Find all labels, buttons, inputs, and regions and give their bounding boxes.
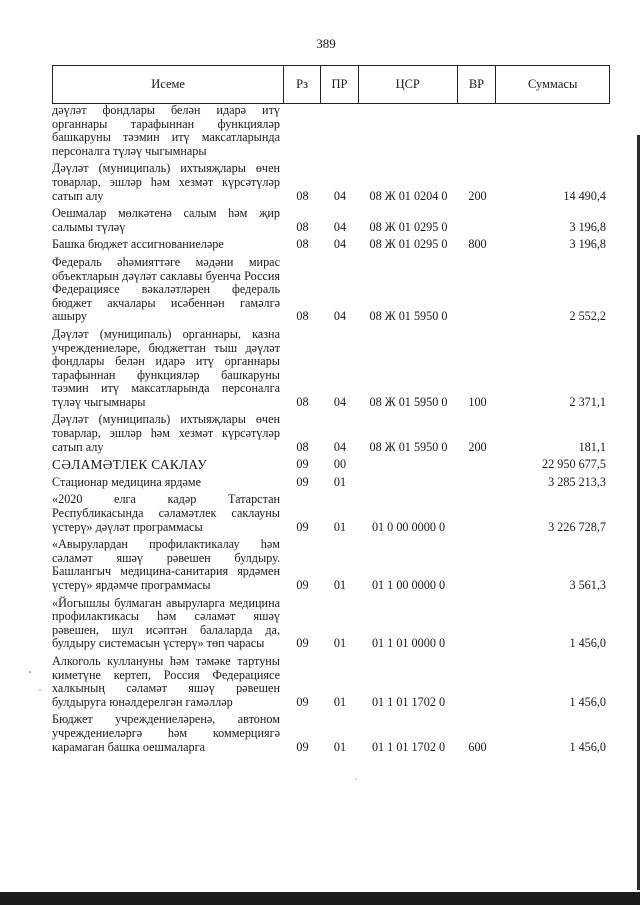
cell-csr: 01 1 01 1702 0 [371, 739, 446, 754]
header-csr: ЦСР [359, 66, 458, 103]
cell-rz: 08 [296, 188, 309, 203]
cell-name: Бюджет учреждениеләренә, автоном учреждениеләргә һәм коммерциягә карамаган башка оешмаларга [52, 712, 280, 754]
cell-csr: 08 Ж 01 0295 0 [369, 219, 448, 234]
cell-sum: 1 456,0 [569, 636, 606, 651]
cell-pr: 01 [333, 694, 347, 709]
cell-csr: 08 Ж 01 5950 0 [369, 394, 448, 409]
cell-name: Дәүләт (муниципаль) органнары, казна учреждениеләре, бюджеттан тыш дәүләт фондлары белән идарә итү органнары тарафыннан функцияләр башкаруны тәэмин итү максатларында персоналга түләү чыгымнары [52, 326, 280, 409]
page-number: 389 [316, 36, 336, 51]
cell-pr: 04 [333, 309, 347, 324]
cell-csr: 08 Ж 01 5950 0 [369, 439, 448, 454]
cell-csr: 08 Ж 01 0295 0 [369, 237, 448, 252]
cell-pr: 04 [333, 237, 347, 252]
cell-rz: 09 [296, 739, 309, 754]
cell-name: «Авырулардан профилактикалау һәм сәламәт яшәү рәвешен булдыру. Башлангыч медицина-санитария ярдәмен үстерү» ярдәмче программасы [52, 537, 280, 592]
cell-name: «2020 елга кадәр Татарстан Республикасында сәламәтлек саклауны үстерү» дәүләт программасы [52, 492, 280, 534]
cell-name: Дәүләт (муниципаль) ихтыяҗлары өчен товарлар, эшләр һәм хезмәт күрсәтүләр сатып алу [52, 161, 280, 203]
cell-rz: 09 [296, 519, 309, 534]
header-pr: ПР [321, 66, 359, 103]
cell-rz: 09 [296, 694, 309, 709]
cell-vr: 200 [468, 188, 487, 203]
cell-sum: 3 196,8 [569, 219, 606, 234]
cell-sum: 1 456,0 [569, 739, 606, 754]
cell-sum: 1 456,0 [569, 694, 606, 709]
cell-vr: 800 [468, 237, 487, 252]
cell-rz: 08 [296, 394, 309, 409]
cell-csr: 01 1 01 0000 0 [371, 636, 446, 651]
cell-pr: 01 [333, 578, 347, 592]
header-sum: Суммасы [528, 77, 578, 91]
cell-name: Башка бюджет ассигнованиеләре [52, 237, 224, 252]
cell-name: Федераль әһәмияттәге мәдәни мирас объектларын дәүләт саклавы буенча Россия Федерациясе вәкаләтләрен федераль бюджет акчалары исәбеннән гамәлгә ашыру [52, 254, 280, 324]
cell-pr: 01 [333, 474, 347, 489]
cell-name: Дәүләт (муниципаль) ихтыяҗлары өчен товарлар, эшләр һәм хезмәт күрсәтүләр сатып алу [52, 412, 280, 454]
cell-pr: 01 [333, 636, 347, 651]
cell-sum: 3 561,3 [569, 578, 606, 592]
cell-pr: 04 [333, 394, 347, 409]
cell-name: дәүләт фондлары белән идарә итү органнары тарафыннан функцияләр башкаруны тәэмин итү максатларында персоналга түләү чыгымнары [52, 103, 280, 158]
cell-pr: 04 [333, 439, 347, 454]
cell-csr: 01 0 00 0000 0 [371, 519, 446, 534]
cell-sum: 22 950 677,5 [542, 457, 606, 472]
cell-name: «Йогышлы булмаган авыруларга медицина профилактикасы һәм сәламәт яшәү рәвешен, шул исәптән балаларда да, булдыру системасын үстерү» төп чарасы [52, 595, 280, 651]
cell-sum: 181,1 [578, 439, 606, 454]
cell-pr: 01 [333, 739, 347, 754]
cell-pr: 01 [333, 519, 347, 534]
header-name: Исеме [53, 66, 284, 103]
cell-rz: 09 [296, 636, 309, 651]
cell-rz: 09 [296, 457, 309, 472]
cell-name: Алкоголь куллануны һәм тәмәке тартуны киметүне кертеп, Россия Федерациясе халкының сәламәт яшәү рәвешен булдыруга юнәлдерелгән гамәлләр [52, 653, 280, 709]
cell-sum: 14 490,4 [563, 188, 606, 203]
header-vr: ВР [458, 66, 497, 103]
cell-csr: 08 Ж 01 5950 0 [369, 309, 448, 324]
cell-pr: 04 [333, 219, 347, 234]
cell-name: Оешмалар мөлкәтенә салым һәм җир салымы түләү [52, 206, 280, 234]
cell-sum: 3 285 213,3 [548, 474, 606, 489]
cell-pr: 04 [333, 188, 347, 203]
cell-sum: 3 196,8 [569, 237, 606, 252]
cell-vr: 600 [468, 739, 487, 754]
cell-csr: 08 Ж 01 0204 0 [369, 188, 448, 203]
cell-rz: 08 [296, 309, 309, 324]
cell-rz: 08 [296, 439, 309, 454]
cell-rz: 09 [296, 578, 309, 592]
cell-rz: 09 [296, 474, 309, 489]
cell-vr: 200 [468, 439, 487, 454]
cell-sum: 2 552,2 [569, 309, 606, 324]
header-rz: Рз [284, 66, 321, 103]
cell-vr: 100 [468, 394, 487, 409]
cell-rz: 08 [296, 237, 309, 252]
cell-name: СӘЛАМӘТЛЕК САКЛАУ [52, 457, 208, 473]
cell-sum: 2 371,1 [569, 394, 606, 409]
cell-pr: 00 [333, 457, 347, 472]
cell-name: Стационар медицина ярдәме [52, 474, 202, 489]
cell-rz: 08 [296, 219, 309, 234]
cell-sum: 3 226 728,7 [548, 519, 606, 534]
cell-csr: 01 1 01 1702 0 [371, 694, 446, 709]
cell-csr: 01 1 00 0000 0 [371, 578, 446, 592]
